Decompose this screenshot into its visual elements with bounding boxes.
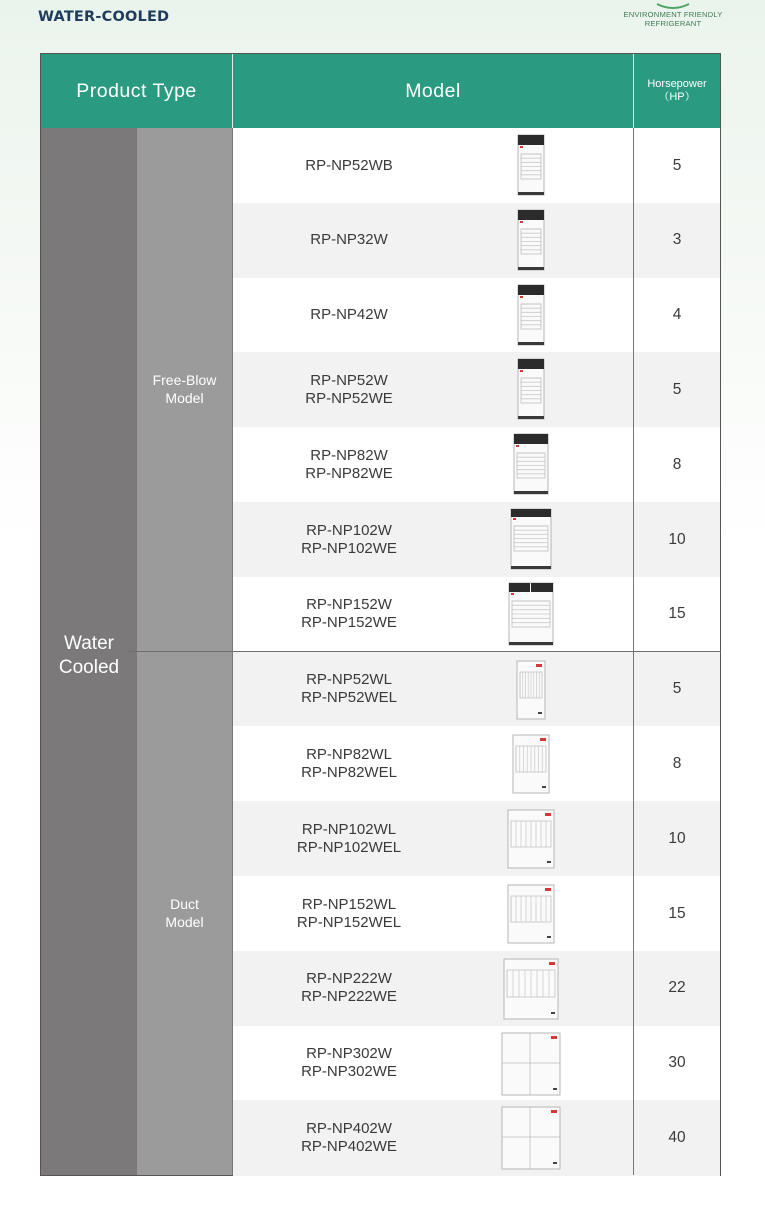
free-blow-unit-small-icon [517,358,547,422]
table-row [233,128,720,203]
model-number [233,522,465,558]
table-row [233,427,720,502]
model-number-line1: RP-NP52WB [305,156,393,174]
model-number-line2: RP-NP102WE [301,539,397,557]
model-number-line1: RP-NP52WL [306,671,392,689]
header-horsepower [634,54,720,128]
table-row [233,352,720,427]
logo-text-line2: REFRIGERANT [644,18,702,28]
table-row [233,502,720,577]
page-title: WATER-COOLED [38,9,170,25]
header-horsepower-label: Horsepower [647,78,707,90]
horsepower-value: 5 [672,680,682,698]
model-number [233,821,465,857]
category-label-line2: Cooled [58,657,120,678]
horsepower-value: 22 [668,979,686,997]
group-label-line2: Model [165,390,204,406]
header-product-type: Product Type [41,54,232,128]
model-number-line1: RP-NP302W [306,1045,392,1063]
model-number-line2: RP-NP52WEL [301,689,397,707]
duct-unit-medium-icon [512,734,552,796]
model-number-line1: RP-NP82W [310,446,388,464]
model-number-line2: RP-NP152WE [301,614,397,632]
duct-unit-large-icon [507,809,557,871]
group-label-line1: Free-Blow [152,372,217,388]
table-row [233,1100,720,1175]
group-label [137,895,232,931]
model-number-line1: RP-NP52W [310,372,388,390]
group-free-blow [137,128,232,651]
group-duct [137,652,232,1175]
horsepower-value: 30 [668,1054,686,1072]
table-row [233,203,720,278]
logo-text-line1: ENVIRONMENT FRIENDLY [623,10,723,19]
horsepower-value: 40 [668,1129,686,1147]
model-number [233,157,465,175]
header-horsepower-unit: （HP） [658,91,696,103]
duct-unit-cabinet-icon [501,1032,563,1098]
column-divider [232,128,233,1175]
table-row [233,278,720,353]
group-label-line1: Duct [170,896,199,912]
model-number-line1: RP-NP82WL [306,746,392,764]
model-number [233,970,465,1006]
model-number-line1: RP-NP152WL [301,895,397,913]
duct-unit-cabinet-icon [501,1106,563,1172]
model-number [233,746,465,782]
table-row [233,577,720,652]
table-row [233,801,720,876]
model-number-line2: RP-NP402WE [301,1138,397,1156]
horsepower-value: 8 [672,755,682,773]
horsepower-value: 4 [672,306,682,324]
model-number [233,671,465,707]
category-water-cooled [41,128,137,1175]
model-number [233,1045,465,1081]
free-blow-unit-twin-icon [508,582,556,648]
duct-unit-large-icon [507,884,557,946]
horsepower-value: 3 [672,231,682,249]
model-number-line1: RP-NP102WL [301,820,397,838]
model-number [233,231,465,249]
table-row [233,876,720,951]
model-number [233,896,465,932]
model-number [233,372,465,408]
model-number-line2: RP-NP82WE [305,464,393,482]
category-label-line1: Water [64,633,114,654]
model-number [233,596,465,632]
model-number-line1: RP-NP42W [310,306,388,324]
free-blow-unit-small-icon [517,134,547,198]
horsepower-value: 10 [668,530,686,548]
horsepower-value: 5 [672,381,682,399]
table-row [233,726,720,801]
model-number-line1: RP-NP102W [306,521,392,539]
table-row [233,951,720,1026]
model-number-line2: RP-NP302WE [301,1063,397,1081]
table-row [233,1026,720,1101]
horsepower-value: 15 [668,605,686,623]
model-number-line2: RP-NP52WE [305,390,393,408]
duct-unit-small-icon [516,660,548,722]
group-label [137,371,232,407]
model-number [233,1120,465,1156]
model-number-line1: RP-NP222W [306,970,392,988]
category-label [41,632,137,680]
model-number-line1: RP-NP402W [306,1120,392,1138]
horsepower-value: 5 [672,156,682,174]
column-divider [633,128,634,1175]
free-blow-unit-small-icon [517,284,547,348]
free-blow-unit-large-icon [510,508,554,572]
model-number-line1: RP-NP152W [306,596,392,614]
model-number-line1: RP-NP32W [310,231,388,249]
model-number [233,447,465,483]
model-number [233,306,465,324]
horsepower-value: 15 [668,904,686,922]
duct-unit-wide-icon [503,958,561,1022]
model-number-line2: RP-NP152WEL [296,913,402,931]
model-number-line2: RP-NP222WE [301,988,397,1006]
horsepower-value: 8 [672,455,682,473]
free-blow-unit-small-icon [517,209,547,273]
refrigerant-logo [614,2,732,32]
model-number-line2: RP-NP82WEL [301,764,397,782]
horsepower-value: 10 [668,829,686,847]
model-number-line2: RP-NP102WEL [296,838,402,856]
free-blow-unit-medium-icon [513,433,551,497]
group-label-line2: Model [165,914,204,930]
header-model: Model [233,54,633,128]
table-row [233,652,720,727]
group-divider [127,651,721,652]
product-table [40,53,721,1176]
